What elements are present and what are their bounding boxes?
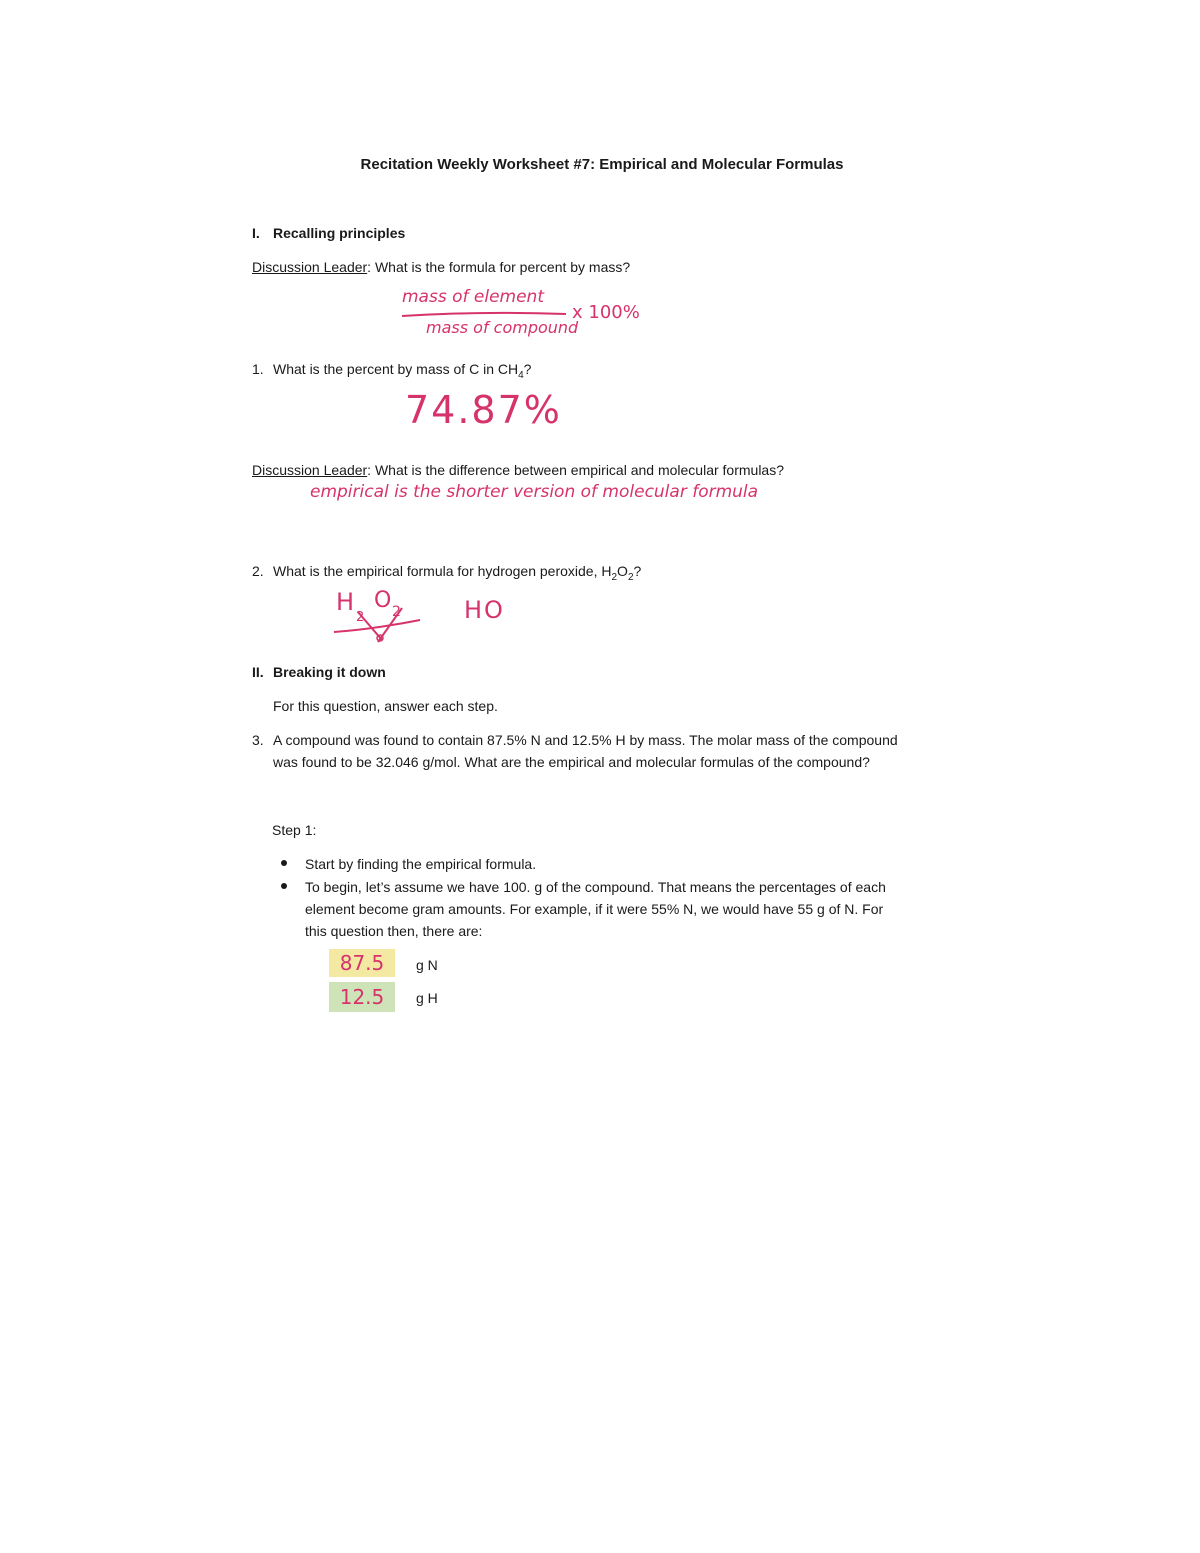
handwritten-answer-q2: HO [464, 596, 505, 624]
question-2-sub2: 2 [627, 571, 634, 583]
question-3-line-2: was found to be 32.046 g/mol. What are the empirical and molecular formulas of the compound? [273, 754, 870, 770]
discussion-leader-1 [252, 258, 630, 276]
handwritten-formula-multiplier: x 100% [572, 302, 640, 323]
question-1-subscript: 4 [518, 369, 524, 381]
section-1-numeral: I. [252, 225, 260, 241]
question-2-sub1: 2 [611, 571, 618, 583]
handwritten-formula-numerator: mass of element [402, 287, 544, 307]
bullet-marker [281, 860, 287, 866]
question-3-number: 3. [252, 732, 264, 748]
handwritten-h-sub: 2 [356, 610, 365, 625]
bullet-marker [281, 883, 287, 889]
question-2 [273, 562, 641, 587]
unit-label-nitrogen: g N [416, 957, 438, 973]
discussion-leader-label: Discussion Leader [252, 462, 368, 478]
handwritten-answer-q1: 74.87% [405, 388, 562, 432]
answer-box-hydrogen[interactable]: 12.5 [329, 982, 395, 1012]
handwritten-h: H [336, 588, 355, 616]
step-1-bullet-2-line-2: element become gram amounts. For example, if it were 55% N, we would have 55 g of N. For [305, 901, 884, 917]
cancellation-strokes-ink [330, 598, 430, 648]
discussion-leader-label: Discussion Leader [252, 259, 368, 275]
unit-label-hydrogen: g H [416, 990, 438, 1006]
worksheet-title: Recitation Weekly Worksheet #7: Empirical and Molecular Formulas [360, 156, 844, 173]
step-1-bullet-2-line-1: To begin, let’s assume we have 100. g of the compound. That means the percentages of each [305, 879, 886, 895]
step-1-label: Step 1: [272, 822, 317, 838]
step-1-bullet-2-line-3: this question then, there are: [305, 923, 483, 939]
handwritten-answer-dl2: empirical is the shorter version of molecular formula [310, 482, 759, 502]
discussion-leader-question: : What is the difference between empirical and molecular formulas? [367, 462, 785, 478]
question-2-number: 2. [252, 563, 264, 579]
handwritten-formula-denominator: mass of compound [426, 318, 579, 337]
discussion-leader-2 [252, 461, 784, 479]
section-2-intro: For this question, answer each step. [273, 698, 498, 714]
section-1-heading: Recalling principles [273, 225, 406, 241]
section-2-numeral: II. [252, 664, 264, 680]
handwritten-o: O [374, 588, 392, 613]
question-3-line-1: A compound was found to contain 87.5% N and 12.5% H by mass. The molar mass of the compound [273, 732, 898, 748]
question-1-text: What is the percent by mass of C in CH [273, 361, 519, 377]
question-2-mid: O [617, 563, 628, 579]
question-2-end: ? [633, 563, 642, 579]
question-1-end: ? [523, 361, 532, 377]
step-1-bullet-1: Start by finding the empirical formula. [305, 856, 537, 872]
handwritten-o-sub: 2 [392, 604, 401, 620]
question-1-number: 1. [252, 361, 264, 377]
question-2-text: What is the empirical formula for hydrogen peroxide, H [273, 563, 612, 579]
question-1 [273, 360, 531, 385]
section-2-heading: Breaking it down [273, 664, 386, 680]
answer-box-nitrogen[interactable]: 87.5 [329, 949, 395, 977]
discussion-leader-question: : What is the formula for percent by mass? [367, 259, 631, 275]
